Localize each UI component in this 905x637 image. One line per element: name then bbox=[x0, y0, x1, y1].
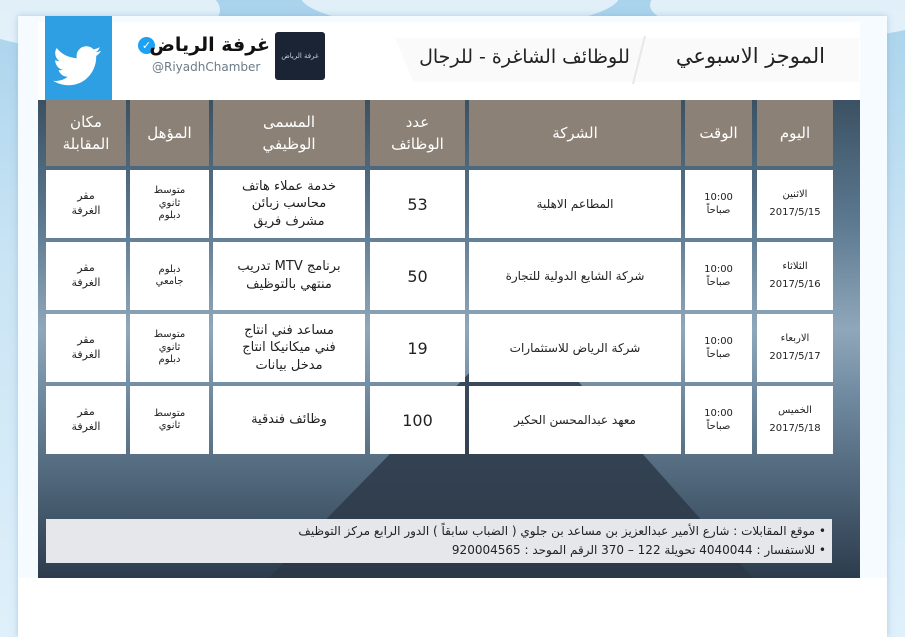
cell-time bbox=[685, 386, 752, 454]
cell-company bbox=[469, 170, 681, 238]
cell-company bbox=[469, 242, 681, 310]
cell-company bbox=[469, 314, 681, 382]
header-time-label: الوقت bbox=[699, 123, 738, 142]
place-line: مقر bbox=[77, 261, 95, 275]
header-day-label: اليوم bbox=[779, 123, 811, 142]
time-ampm: صباحاً bbox=[706, 421, 731, 432]
day-name: الخميس bbox=[778, 405, 812, 416]
footer-contact: • للاستفسار : 4040044 تحويلة 122 – 370 الرقم الموحد : 920004565 bbox=[451, 543, 826, 557]
qualification: دبلوم bbox=[158, 263, 181, 275]
cell-job-title bbox=[213, 314, 365, 382]
day-name: الثلاثاء bbox=[782, 261, 808, 272]
job-title: مدخل بيانات bbox=[255, 357, 323, 373]
time-value: 10:00 bbox=[704, 408, 733, 419]
day-date: 2017/5/18 bbox=[769, 423, 821, 434]
job-count: 19 bbox=[407, 338, 428, 358]
qualification: ثانوي bbox=[158, 341, 181, 353]
header-time bbox=[685, 100, 752, 166]
cell-day bbox=[757, 242, 833, 310]
job-title: وظائف فندقية bbox=[251, 412, 327, 428]
cell-count bbox=[370, 386, 465, 454]
qualification: متوسط bbox=[153, 185, 186, 197]
header-company-label: الشركة bbox=[552, 123, 598, 142]
cell-day bbox=[757, 386, 833, 454]
cell-qualification bbox=[130, 242, 209, 310]
day-name: الاثنين bbox=[782, 189, 808, 200]
cell-qualification bbox=[130, 314, 209, 382]
job-count: 53 bbox=[407, 194, 428, 214]
account-handle[interactable]: @RiyadhChamber bbox=[152, 60, 261, 74]
chamber-logo[interactable] bbox=[275, 32, 325, 80]
header-title-l2: الوظيفي bbox=[262, 135, 316, 153]
time-ampm: صباحاً bbox=[706, 205, 731, 216]
cell-day bbox=[757, 314, 833, 382]
twitter-bird-icon bbox=[53, 46, 103, 86]
qualification: دبلوم bbox=[158, 354, 181, 366]
cell-qualification bbox=[130, 170, 209, 238]
cell-qualification bbox=[130, 386, 209, 454]
cell-time bbox=[685, 242, 752, 310]
job-title: محاسب زبائن bbox=[251, 196, 327, 212]
cell-time bbox=[685, 170, 752, 238]
cell-job-title bbox=[213, 386, 365, 454]
qualification: جامعي bbox=[155, 276, 184, 287]
job-count: 100 bbox=[402, 410, 433, 430]
day-name: الاربعاء bbox=[780, 333, 810, 344]
place-line: الغرفة bbox=[71, 276, 101, 289]
header-place-l1: مكان bbox=[70, 112, 102, 131]
job-title: مساعد فني انتاج bbox=[244, 322, 334, 338]
cell-place bbox=[46, 314, 126, 382]
header-place bbox=[46, 100, 126, 166]
cell-place bbox=[46, 386, 126, 454]
qualification: متوسط bbox=[153, 407, 186, 419]
header-qualification bbox=[130, 100, 209, 166]
time-value: 10:00 bbox=[704, 336, 733, 347]
title-sub: للوظائف الشاغرة - للرجال bbox=[419, 46, 630, 68]
job-title: مشرف فريق bbox=[253, 213, 325, 229]
title-main: الموجز الاسبوعي bbox=[675, 44, 825, 68]
company-name: شركة الشايع الدولية للتجارة bbox=[505, 269, 645, 283]
header-count-l2: الوظائف bbox=[391, 135, 444, 153]
account-name[interactable]: غرفة الرياض bbox=[149, 34, 270, 56]
place-line: الغرفة bbox=[71, 420, 101, 433]
header-company bbox=[469, 100, 681, 166]
cell-company bbox=[469, 386, 681, 454]
place-line: الغرفة bbox=[71, 204, 101, 217]
post-bottom-area bbox=[18, 578, 887, 637]
verified-icon: ✓ bbox=[138, 37, 155, 54]
company-name: معهد عبدالمحسن الحكير bbox=[514, 413, 636, 427]
place-line: مقر bbox=[77, 333, 95, 347]
cell-job-title bbox=[213, 242, 365, 310]
cell-day bbox=[757, 170, 833, 238]
time-ampm: صباحاً bbox=[706, 349, 731, 360]
job-title: منتهي بالتوظيف bbox=[246, 277, 332, 292]
qualification: ثانوي bbox=[158, 197, 181, 209]
company-name: المطاعم الاهلية bbox=[536, 197, 614, 211]
cell-place bbox=[46, 242, 126, 310]
header-count bbox=[370, 100, 465, 166]
header-qual-label: المؤهل bbox=[147, 123, 192, 142]
header-place-l2: المقابلة bbox=[62, 135, 110, 153]
day-date: 2017/5/16 bbox=[769, 279, 821, 290]
company-name: شركة الرياض للاستثمارات bbox=[509, 341, 641, 355]
header-job-title bbox=[213, 100, 365, 166]
job-title: فني ميكانيكا انتاج bbox=[242, 340, 336, 356]
job-count: 50 bbox=[407, 266, 428, 286]
cell-job-title bbox=[213, 170, 365, 238]
logo-text: غرفة الرياض bbox=[281, 52, 319, 60]
time-value: 10:00 bbox=[704, 264, 733, 275]
qualification: دبلوم bbox=[158, 210, 181, 222]
job-title: برنامج MTV تدريب bbox=[237, 259, 341, 275]
cell-time bbox=[685, 314, 752, 382]
cell-count bbox=[370, 242, 465, 310]
footer-info bbox=[46, 519, 832, 563]
time-ampm: صباحاً bbox=[706, 277, 731, 288]
cell-place bbox=[46, 170, 126, 238]
day-date: 2017/5/17 bbox=[769, 351, 821, 362]
place-line: مقر bbox=[77, 405, 95, 419]
qualification: ثانوي bbox=[158, 420, 181, 431]
day-date: 2017/5/15 bbox=[769, 207, 821, 218]
job-title: خدمة عملاء هاتف bbox=[241, 178, 337, 194]
place-line: مقر bbox=[77, 189, 95, 203]
place-line: الغرفة bbox=[71, 348, 101, 361]
cell-count bbox=[370, 170, 465, 238]
header-count-l1: عدد bbox=[405, 112, 430, 131]
page-title bbox=[405, 44, 825, 68]
time-value: 10:00 bbox=[704, 192, 733, 203]
qualification: متوسط bbox=[153, 329, 186, 341]
header-day bbox=[757, 100, 833, 166]
footer-location: • موقع المقابلات : شارع الأمير عبدالعزيز بن مساعد بن جلوي ( الضباب سابقاً ) الدور الرابع مركز التوظيف bbox=[298, 524, 826, 538]
header-title-l1: المسمى bbox=[263, 112, 315, 131]
cell-count bbox=[370, 314, 465, 382]
